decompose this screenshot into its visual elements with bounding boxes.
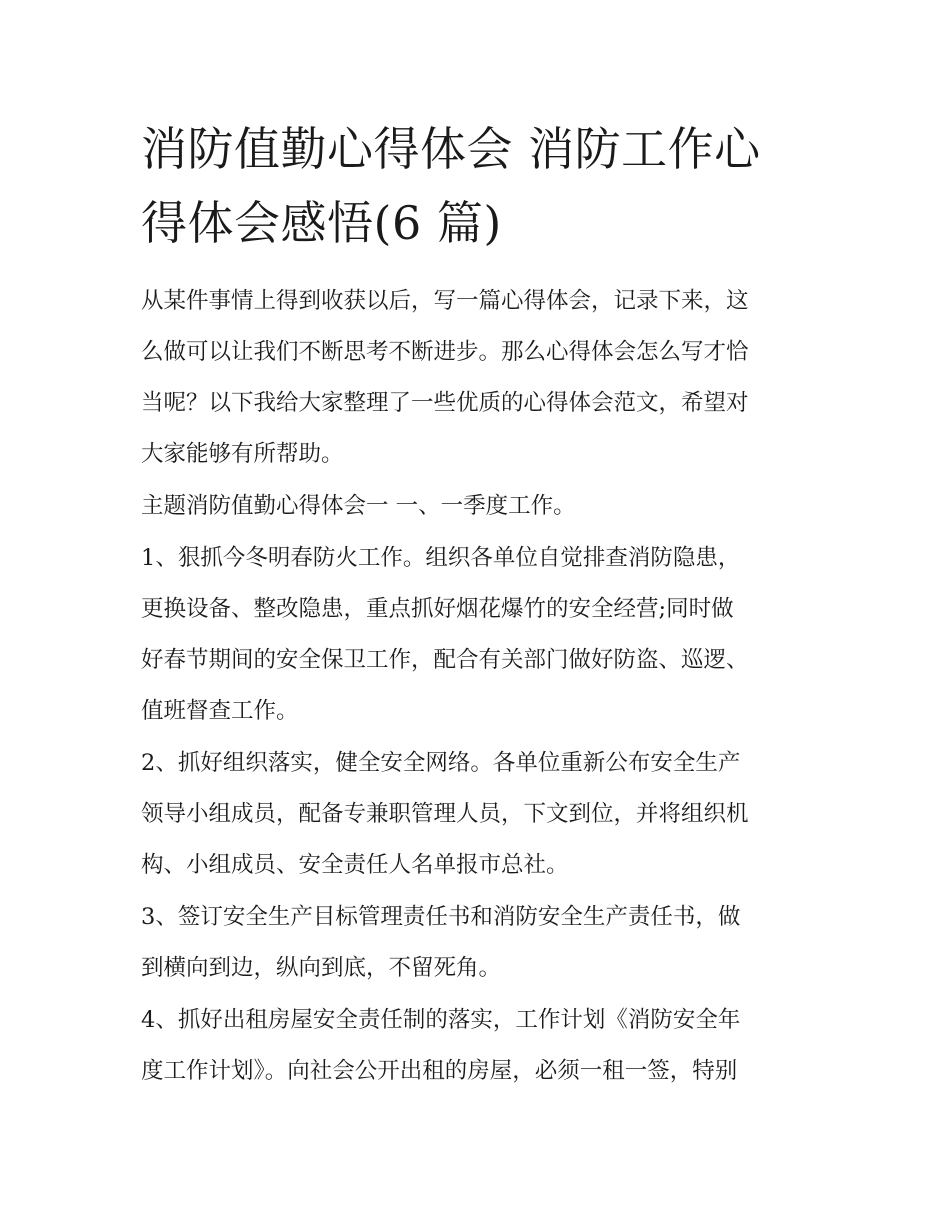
text-line: 主题消防值勤心得体会一 一、一季度工作。 <box>141 493 576 519</box>
item-2-paragraph <box>141 738 813 891</box>
text-line: 当呢？以下我给大家整理了一些优质的心得体会范文，希望对 <box>141 390 749 416</box>
text-line: 值班督查工作。 <box>141 698 299 724</box>
text-line: 到横向到边，纵向到底，不留死角。 <box>141 955 502 981</box>
title-line: 得体会感悟(6 篇) <box>141 196 502 250</box>
text-line: 3、签订安全生产目标管理责任书和消防安全生产责任书，做 <box>141 904 741 930</box>
document-body <box>141 112 813 1098</box>
section-heading-paragraph <box>141 481 813 532</box>
text-line: 度工作计划》。向社会公开出租的房屋，必须一租一签，特别 <box>141 1058 738 1084</box>
document-text <box>141 276 813 1097</box>
intro-paragraph <box>141 276 813 480</box>
text-line: 从某件事情上得到收获以后，写一篇心得体会，记录下来，这 <box>141 288 749 314</box>
item-4-paragraph <box>141 995 813 1097</box>
text-line: 大家能够有所帮助。 <box>141 441 344 467</box>
text-line: 4、抓好出租房屋安全责任制的落实，工作计划《消防安全年 <box>141 1007 741 1033</box>
text-line: 2、抓好组织落实，健全安全网络。各单位重新公布安全生产 <box>141 750 741 776</box>
item-1-paragraph <box>141 533 813 737</box>
item-3-paragraph <box>141 892 813 994</box>
text-line: 1、狠抓今冬明春防火工作。组织各单位自觉排查消防隐患， <box>141 545 741 571</box>
text-line: 好春节期间的安全保卫工作，配合有关部门做好防盗、巡逻、 <box>141 647 749 673</box>
text-line: 更换设备、整改隐患，重点抓好烟花爆竹的安全经营;同时做 <box>141 596 734 622</box>
text-line: 么做可以让我们不断思考不断进步。那么心得体会怎么写才恰 <box>141 339 749 365</box>
text-line: 构、小组成员、安全责任人名单报市总社。 <box>141 852 569 878</box>
document-title <box>141 112 813 260</box>
title-line: 消防值勤心得体会 消防工作心 <box>141 122 761 176</box>
text-line: 领导小组成员，配备专兼职管理人员，下文到位，并将组织机 <box>141 801 749 827</box>
